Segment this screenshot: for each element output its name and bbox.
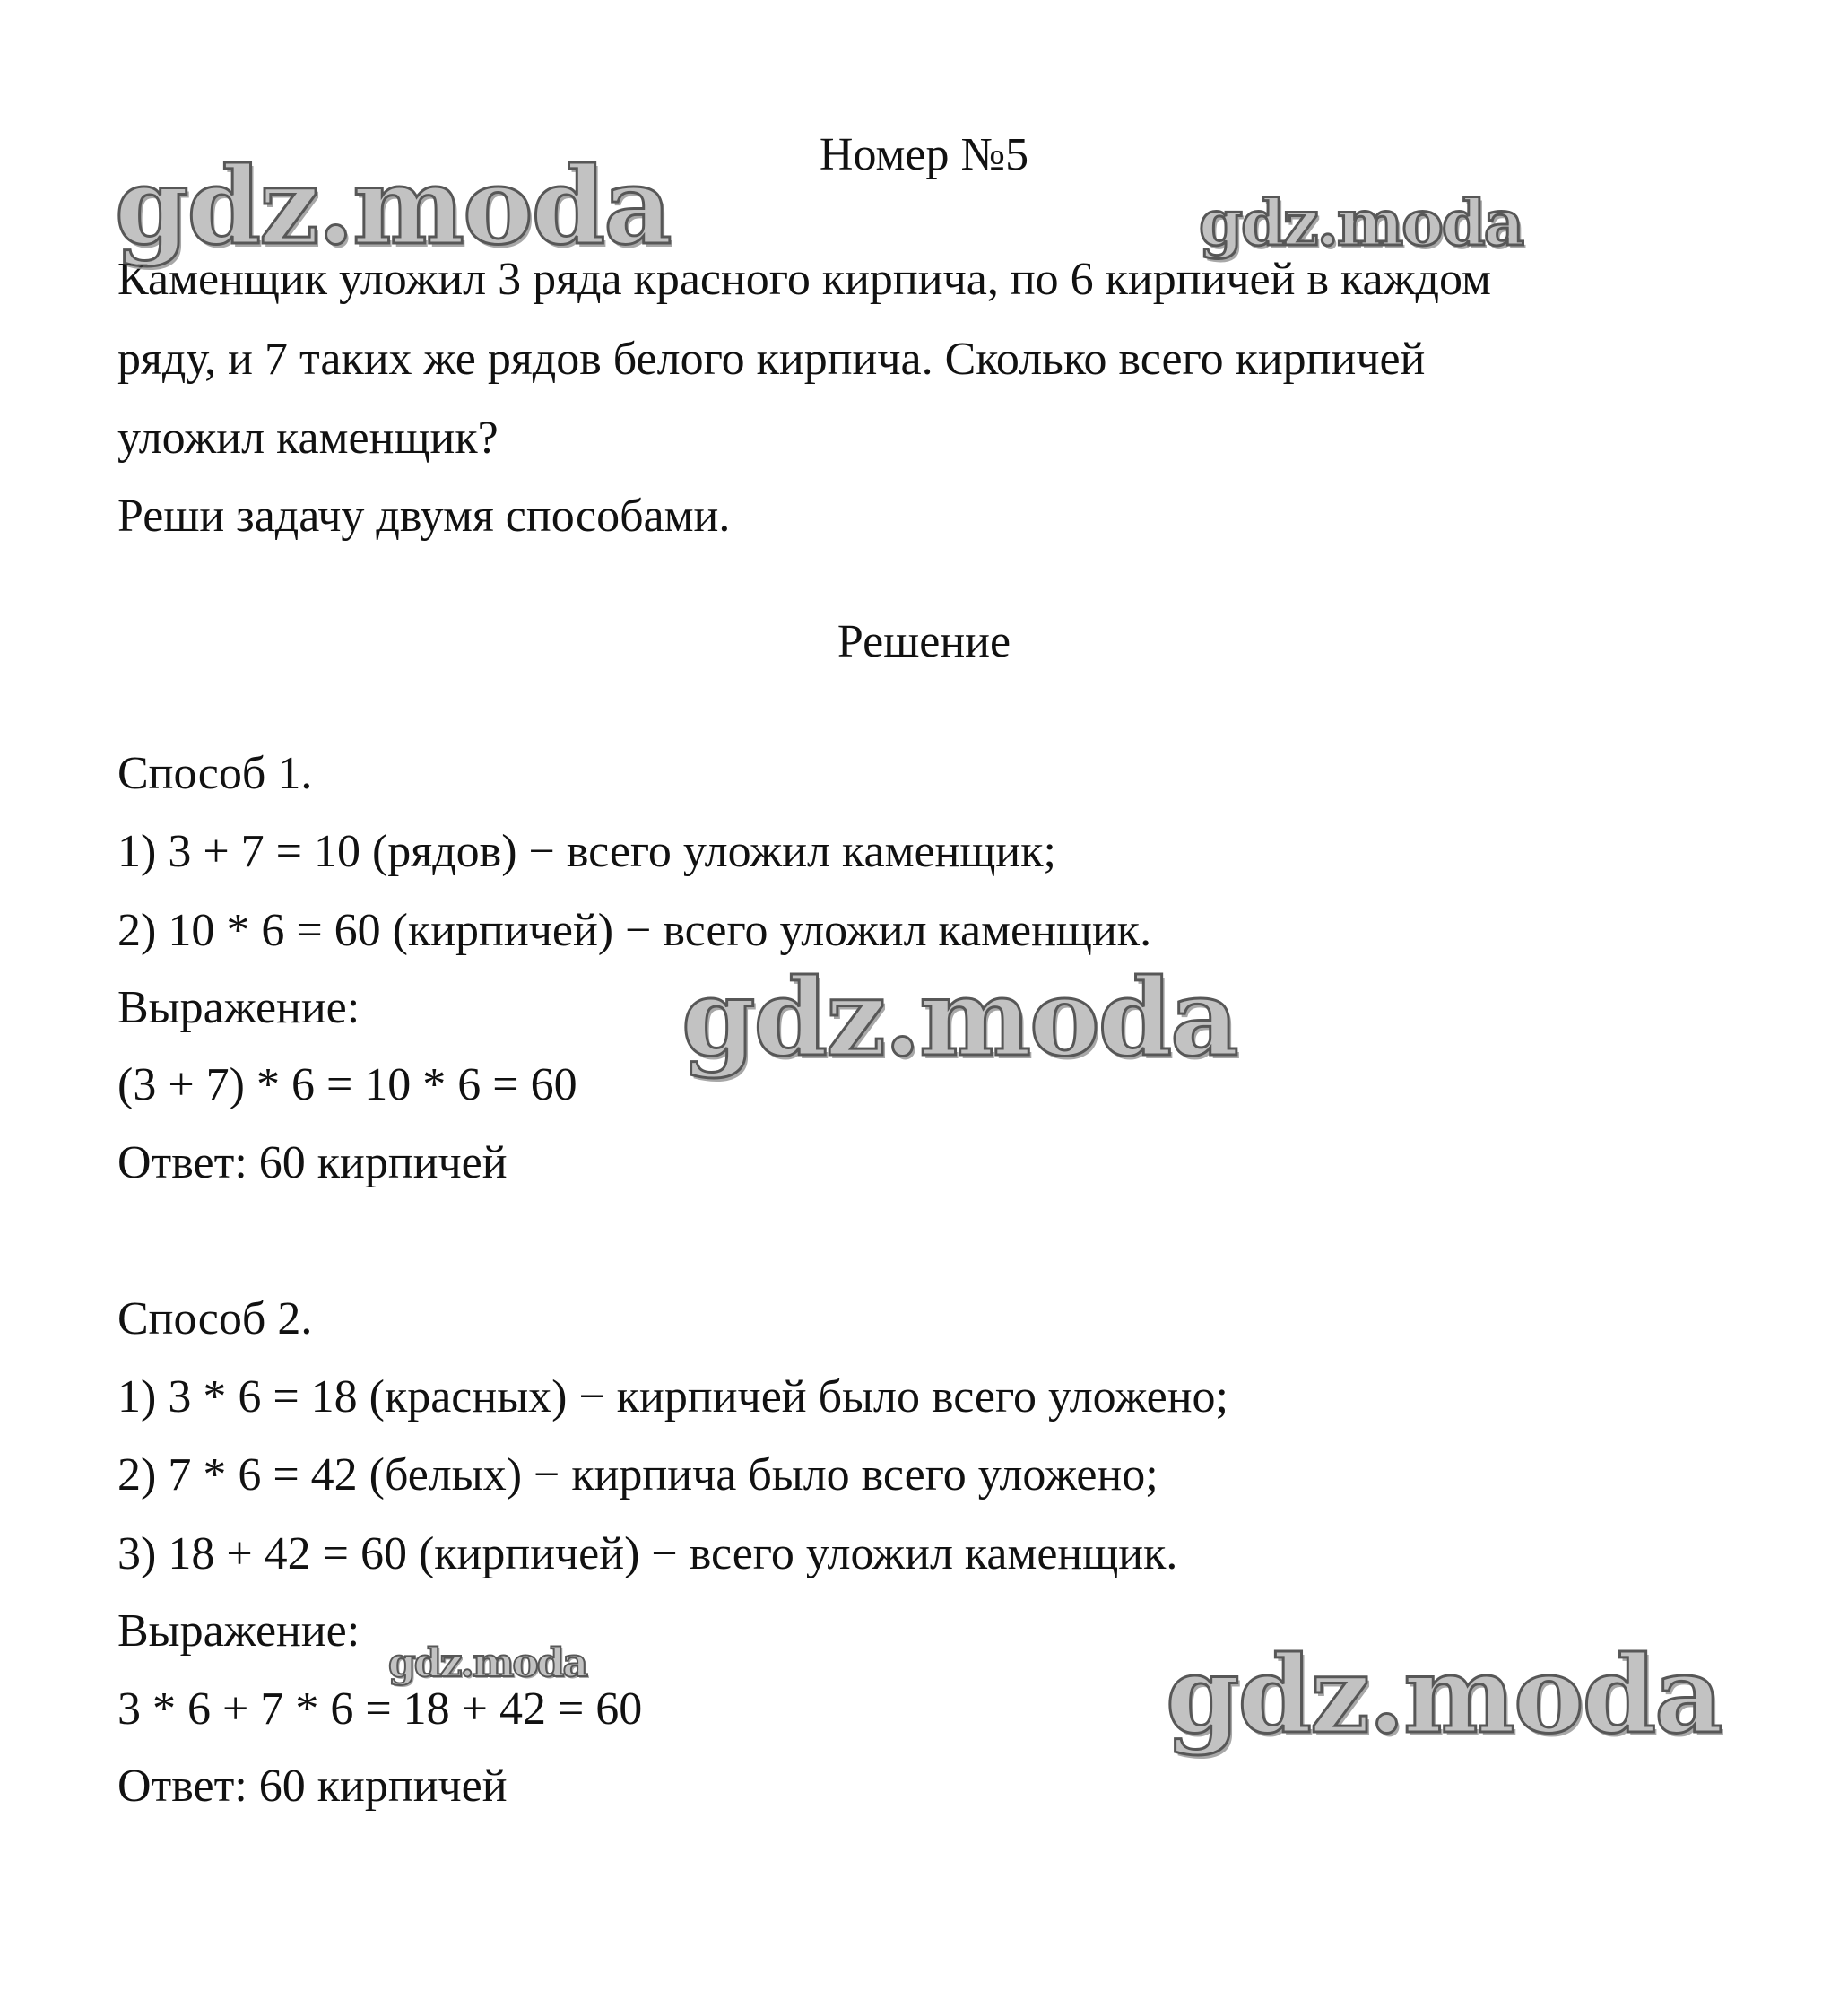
method2-answer: Ответ: 60 кирпичей: [117, 1761, 508, 1812]
method2-step-3: 3) 18 + 42 = 60 (кирпичей) − всего уложил каменщик.: [117, 1528, 1178, 1579]
method2-step-2: 2) 7 * 6 = 42 (белых) − кирпича было всего уложено;: [117, 1449, 1158, 1500]
method1-expression: (3 + 7) * 6 = 10 * 6 = 60: [117, 1059, 577, 1110]
watermark-logo: gdz.moda: [1199, 186, 1523, 260]
watermark-logo: gdz.moda: [1166, 1632, 1722, 1757]
method1-expression-label: Выражение:: [117, 982, 360, 1033]
method2-step-1: 1) 3 * 6 = 18 (красных) − кирпичей было всего уложено;: [117, 1371, 1228, 1422]
watermark-logo: gdz.moda: [115, 144, 671, 268]
task-line-1: Каменщик уложил 3 ряда красного кирпича, по 6 кирпичей в каждом: [117, 254, 1491, 305]
method2-expression: 3 * 6 + 7 * 6 = 18 + 42 = 60: [117, 1683, 643, 1735]
task-line-3: уложил каменщик?: [117, 413, 499, 464]
task-instruction: Реши задачу двумя способами.: [117, 491, 731, 542]
method1-heading: Способ 1.: [117, 748, 313, 799]
method1-answer: Ответ: 60 кирпичей: [117, 1137, 508, 1188]
page-title: Номер №5: [819, 129, 1029, 180]
watermark-logo: gdz.moda: [681, 955, 1237, 1080]
task-line-2: ряду, и 7 таких же рядов белого кирпича. Сколько всего кирпичей: [117, 334, 1426, 385]
solution-title: Решение: [837, 616, 1011, 667]
method2-expression-label: Выражение:: [117, 1605, 360, 1657]
method2-heading: Способ 2.: [117, 1293, 313, 1344]
method1-step-1: 1) 3 + 7 = 10 (рядов) − всего уложил каменщик;: [117, 826, 1056, 877]
watermark-logo: gdz.moda: [388, 1640, 587, 1686]
method1-step-2: 2) 10 * 6 = 60 (кирпичей) − всего уложил каменщик.: [117, 905, 1152, 956]
